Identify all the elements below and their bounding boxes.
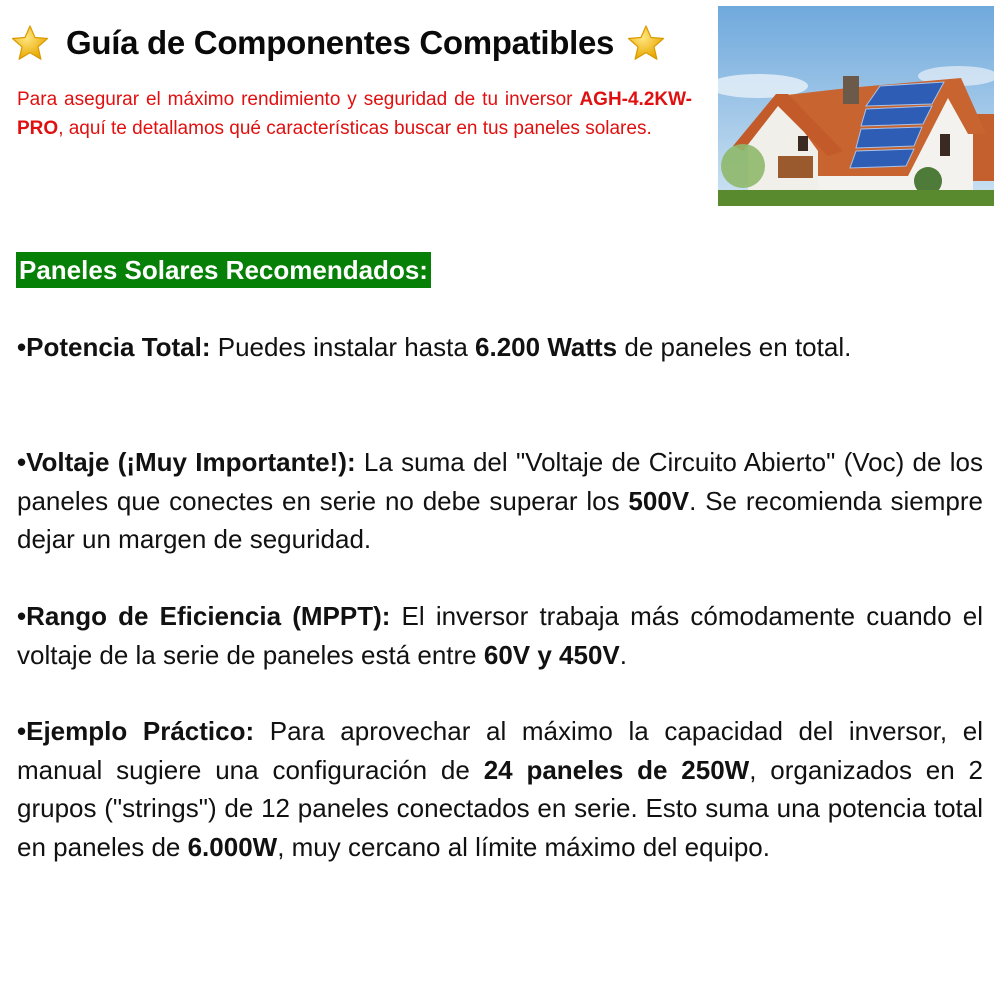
bullet-highlight: 6.200 Watts xyxy=(475,332,618,362)
bullet-label: •Voltaje (¡Muy Importante!): xyxy=(17,447,356,477)
bullet-ejemplo-practico xyxy=(17,712,983,866)
bullet-text: El inversor trabaja más cómodamente cuando el voltaje de la serie de paneles está entre xyxy=(17,601,983,670)
intro-text-end: , aquí te detallamos qué características buscar en tus paneles solares. xyxy=(58,117,652,139)
bullet-label: •Rango de Eficiencia (MPPT): xyxy=(17,601,391,631)
bullet-text: de paneles en total. xyxy=(617,332,852,362)
page-title: Guía de Componentes Compatibles xyxy=(66,24,615,61)
bullet-voltaje xyxy=(17,443,983,559)
bullet-text: Para aprovechar al máximo la capacidad del inversor, el manual sugiere una configuración de xyxy=(17,716,983,785)
bullet-highlight: 500V xyxy=(628,485,690,516)
bullet-text: La suma del "Voltaje de Circuito Abierto" (Voc) de los paneles que conectes en serie no debe superar los xyxy=(17,447,983,516)
house-solar-image xyxy=(718,6,994,206)
intro-paragraph xyxy=(17,86,692,143)
bullet-text: . xyxy=(619,639,627,670)
bullet-text: Puedes instalar hasta xyxy=(210,332,476,362)
bullet-label: •Ejemplo Práctico: xyxy=(17,716,255,746)
star-icon xyxy=(626,23,666,63)
star-icon xyxy=(10,23,50,63)
inverter-model: AGH-4.2KW-PRO xyxy=(17,89,692,139)
intro-text: Para asegurar el máximo rendimiento y seguridad de tu inversor xyxy=(17,89,580,110)
bullet-text: . Se recomienda siempre dejar un margen de seguridad. xyxy=(17,485,983,554)
title-row xyxy=(10,18,705,68)
bullet-text: , organizados en 2 grupos ("strings") de 12 paneles conectados en serie. Esto suma una potencia total en paneles de xyxy=(17,754,984,862)
bullet-highlight: 60V y 450V xyxy=(483,639,620,670)
bullet-rango-eficiencia xyxy=(17,597,983,674)
section-heading: Paneles Solares Recomendados: xyxy=(16,252,431,288)
solar-house-illustration xyxy=(718,6,994,206)
bullet-potencia-total xyxy=(17,328,983,367)
bullet-text: , muy cercano al límite máximo del equipo. xyxy=(277,831,770,862)
bullet-highlight: 24 paneles de 250W xyxy=(483,754,750,785)
bullet-highlight: 6.000W xyxy=(187,831,278,862)
bullet-label: •Potencia Total: xyxy=(17,332,211,362)
